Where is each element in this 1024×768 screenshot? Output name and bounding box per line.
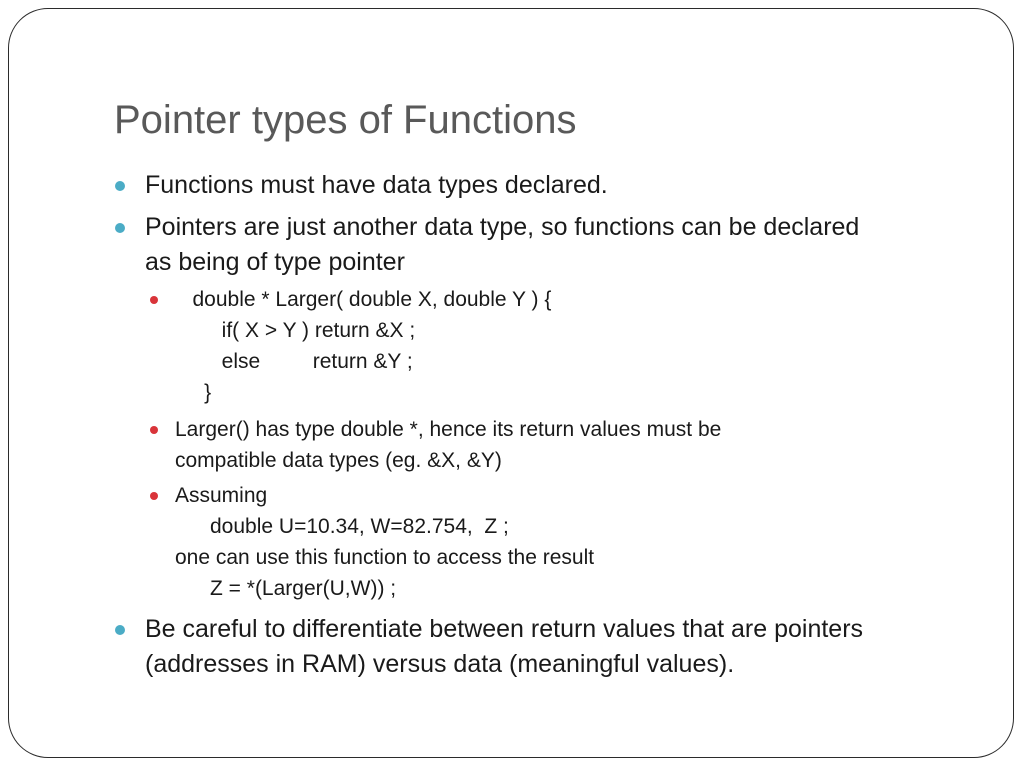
bullet-text-line: one can use this function to access the result (175, 546, 595, 569)
bullet-be-careful (145, 612, 863, 682)
bullet-functions-types (145, 168, 608, 203)
sub-bullet-dot-icon (150, 296, 158, 304)
bullet-text-line: as being of type pointer (145, 248, 405, 276)
code-line: double U=10.34, W=82.754, Z ; (175, 515, 509, 538)
code-line: else return &Y ; (175, 350, 413, 373)
code-line: } (175, 381, 212, 404)
bullet-text-line: Larger() has type double *, hence its return values must be (175, 418, 722, 441)
sub-bullet-assuming (175, 480, 594, 604)
code-line: double * Larger( double X, double Y ) { (175, 288, 552, 311)
bullet-text-line: compatible data types (eg. &X, &Y) (175, 449, 502, 472)
code-line: Z = *(Larger(U,W)) ; (175, 577, 397, 600)
bullet-dot-icon (115, 223, 125, 233)
bullet-pointers-data-type (145, 210, 859, 280)
bullet-dot-icon (115, 181, 125, 191)
slide-title: Pointer types of Functions (114, 98, 577, 142)
sub-bullet-dot-icon (150, 426, 158, 434)
bullet-text-line: (addresses in RAM) versus data (meaningful values). (145, 650, 735, 678)
bullet-text-line: Be careful to differentiate between return values that are pointers (145, 615, 864, 643)
sub-bullet-larger-type (175, 414, 721, 476)
bullet-text-line: Assuming (175, 484, 268, 507)
bullet-text: Functions must have data types declared. (145, 171, 608, 199)
bullet-text-line: Pointers are just another data type, so functions can be declared (145, 213, 860, 241)
sub-bullet-code-example (175, 284, 551, 408)
sub-bullet-dot-icon (150, 492, 158, 500)
bullet-dot-icon (115, 625, 125, 635)
code-line: if( X > Y ) return &X ; (175, 319, 416, 342)
